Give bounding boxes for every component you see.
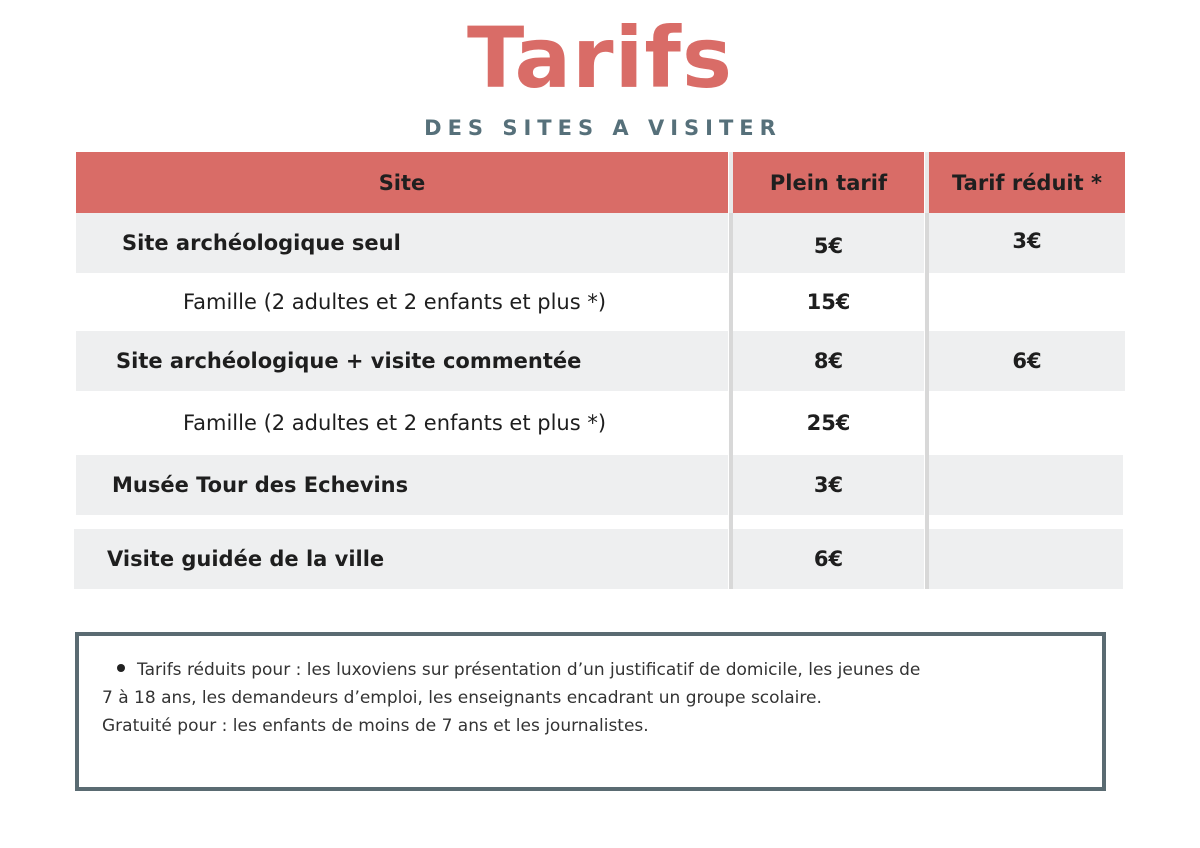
row-famille-2: Famille (2 adultes et 2 enfants et plus *) (183, 411, 607, 435)
header-site: Site (76, 152, 728, 213)
price-plein-row1: 5€ (733, 213, 924, 273)
row-famille-1: Famille (2 adultes et 2 enfants et plus *) (183, 290, 607, 314)
notes-free-entry: Gratuité pour : les enfants de moins de 7 ans et les journalistes. (102, 716, 649, 736)
price-reduit-row2 (929, 273, 1125, 331)
row-musee-tour-echevins: Musée Tour des Echevins (76, 455, 728, 515)
row-site-visite-commentee: Site archéologique + visite commentée (76, 331, 728, 391)
notes-line-2: 7 à 18 ans, les demandeurs d’emploi, les enseignants encadrant un groupe scolaire. (102, 688, 822, 708)
price-plein-row5: 3€ (733, 455, 924, 515)
notes-line-1: Tarifs réduits pour : les luxoviens sur présentation d’un justificatif de domicile, les jeunes de (137, 660, 921, 680)
page-subtitle: DES SITES A VISITER (424, 116, 782, 140)
price-plein-row3: 8€ (733, 331, 924, 391)
page-title: Tarifs (467, 9, 733, 107)
price-reduit-row6 (929, 529, 1123, 589)
notes-box (75, 632, 1106, 791)
price-plein-row2: 15€ (806, 290, 851, 314)
bullet-icon (117, 664, 125, 672)
column-divider-1 (729, 213, 733, 589)
price-plein-row4: 25€ (806, 411, 851, 435)
header-plein-tarif: Plein tarif (733, 152, 924, 213)
header-tarif-reduit: Tarif réduit * (929, 152, 1125, 213)
price-reduit-row3: 6€ (929, 331, 1125, 391)
price-reduit-row4 (929, 391, 1125, 455)
row-site-archeologique-seul: Site archéologique seul (76, 213, 728, 273)
price-plein-row6: 6€ (733, 529, 924, 589)
row-visite-guidee-ville: Visite guidée de la ville (74, 529, 728, 589)
column-divider-2 (925, 213, 929, 589)
column-divider-header-2 (925, 152, 929, 213)
price-reduit-row5 (929, 455, 1123, 515)
column-divider-header-1 (729, 152, 733, 213)
price-reduit-row1: 3€ (929, 213, 1125, 273)
notes-reduced-rates (117, 656, 920, 684)
